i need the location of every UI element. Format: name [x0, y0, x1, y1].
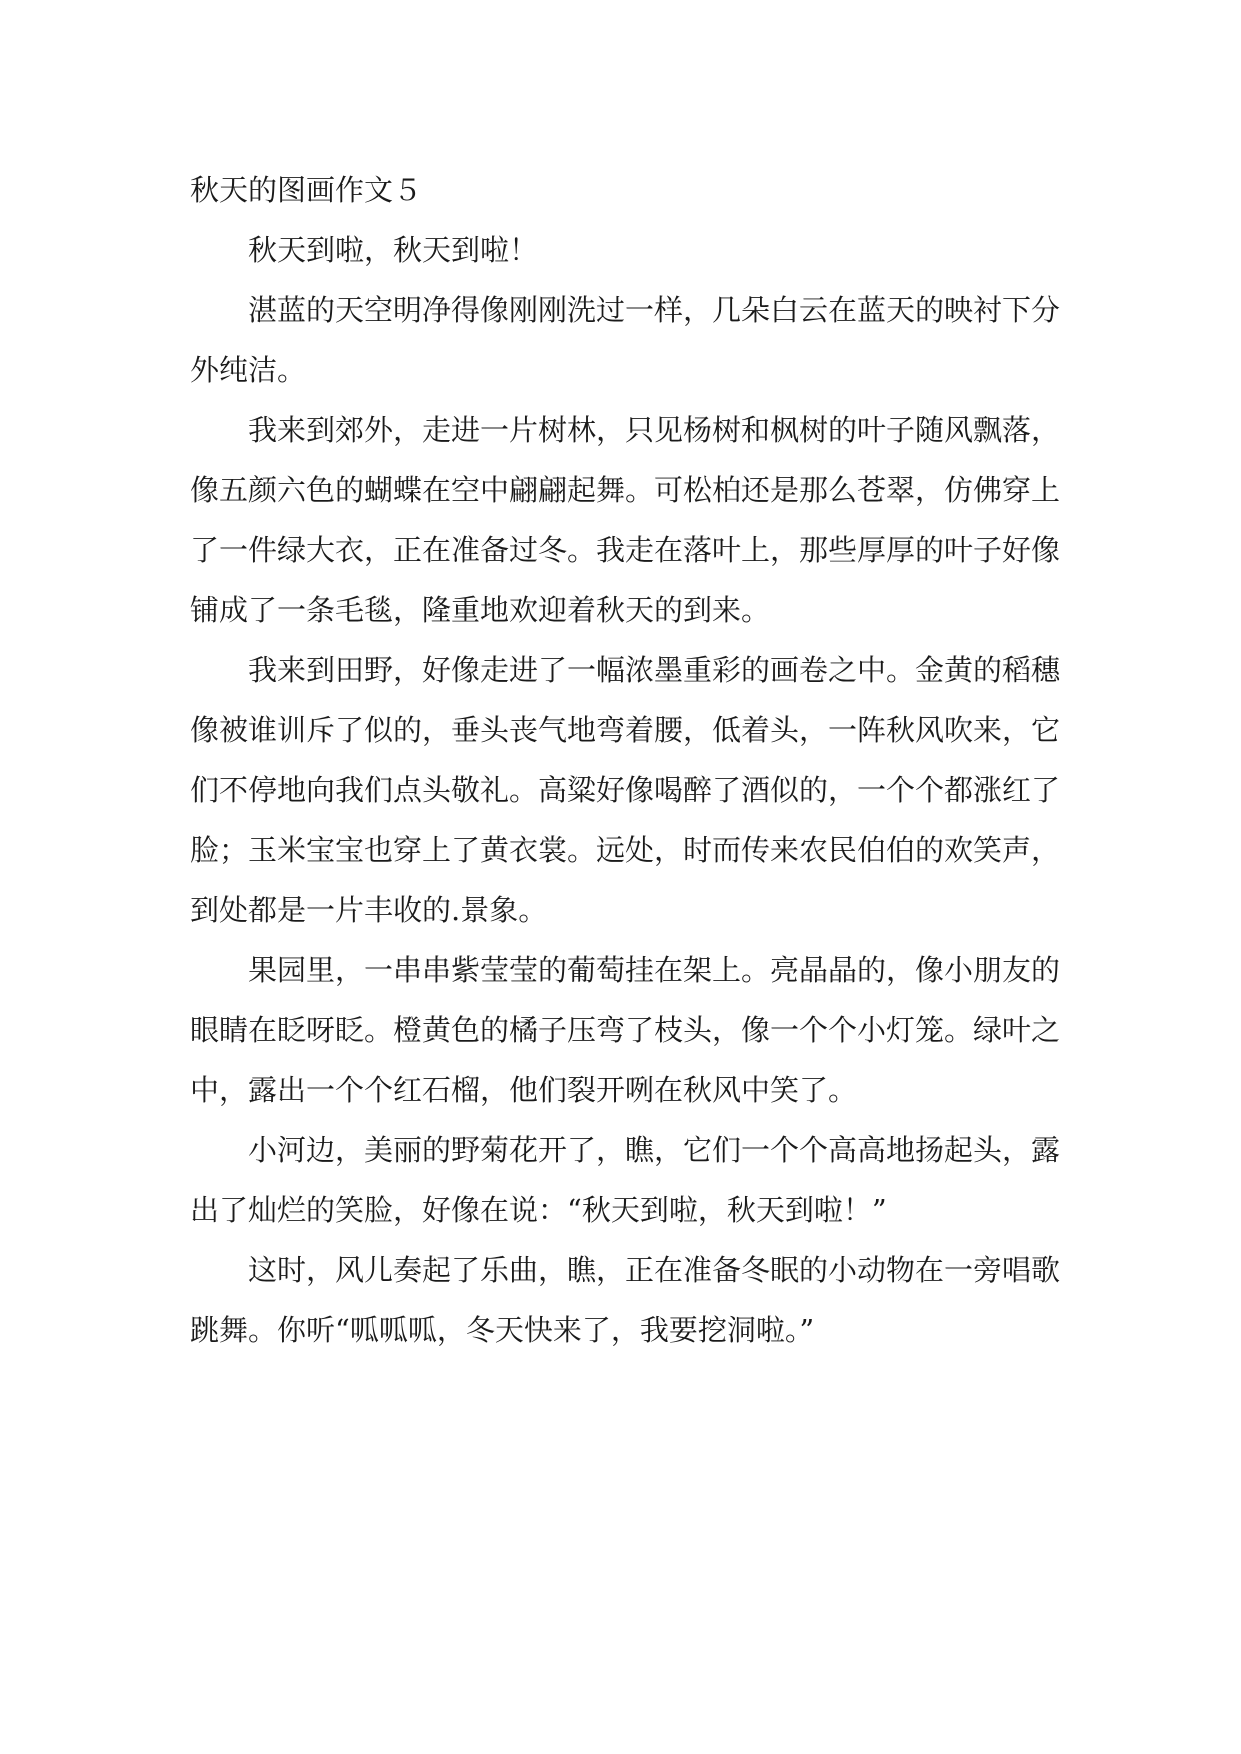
paragraph-3: 我来到郊外，走进一片树林，只见杨树和枫树的叶子随风飘落，像五颜六色的蝴蝶在空中翩翩起舞。可松柏还是那么苍翠，仿佛穿上了一件绿大衣，正在准备过冬。我走在落叶上，那些厚厚的叶子好像铺成了一条毛毯，隆重地欢迎着秋天的到来。 [190, 413, 1061, 627]
paragraph-5: 果园里，一串串紫莹莹的葡萄挂在架上。亮晶晶的，像小朋友的眼睛在眨呀眨。橙黄色的橘子压弯了枝头，像一个个小灯笼。绿叶之中，露出一个个红石榴，他们裂开咧在秋风中笑了。 [190, 953, 1061, 1107]
document-page [190, 160, 1060, 1360]
paragraph-4: 我来到田野，好像走进了一幅浓墨重彩的画卷之中。金黄的稻穗像被谁训斥了似的，垂头丧气地弯着腰，低着头，一阵秋风吹来，它们不停地向我们点头敬礼。高粱好像喝醉了酒似的，一个个都涨红了脸；玉米宝宝也穿上了黄衣裳。远处，时而传来农民伯伯的欢笑声，到处都是一片丰收的.景象。 [190, 653, 1061, 927]
paragraph-6: 小河边，美丽的野菊花开了，瞧，它们一个个高高地扬起头，露出了灿烂的笑脸，好像在说：“秋天到啦，秋天到啦！” [190, 1133, 1061, 1227]
paragraph-7: 这时，风儿奏起了乐曲，瞧，正在准备冬眠的小动物在一旁唱歌跳舞。你听“呱呱呱，冬天快来了，我要挖洞啦。” [190, 1253, 1061, 1347]
paragraph-1: 秋天到啦，秋天到啦！ [248, 233, 539, 267]
paragraph-2: 湛蓝的天空明净得像刚刚洗过一样，几朵白云在蓝天的映衬下分外纯洁。 [190, 293, 1061, 387]
essay-title: 秋天的图画作文５ [190, 173, 423, 207]
